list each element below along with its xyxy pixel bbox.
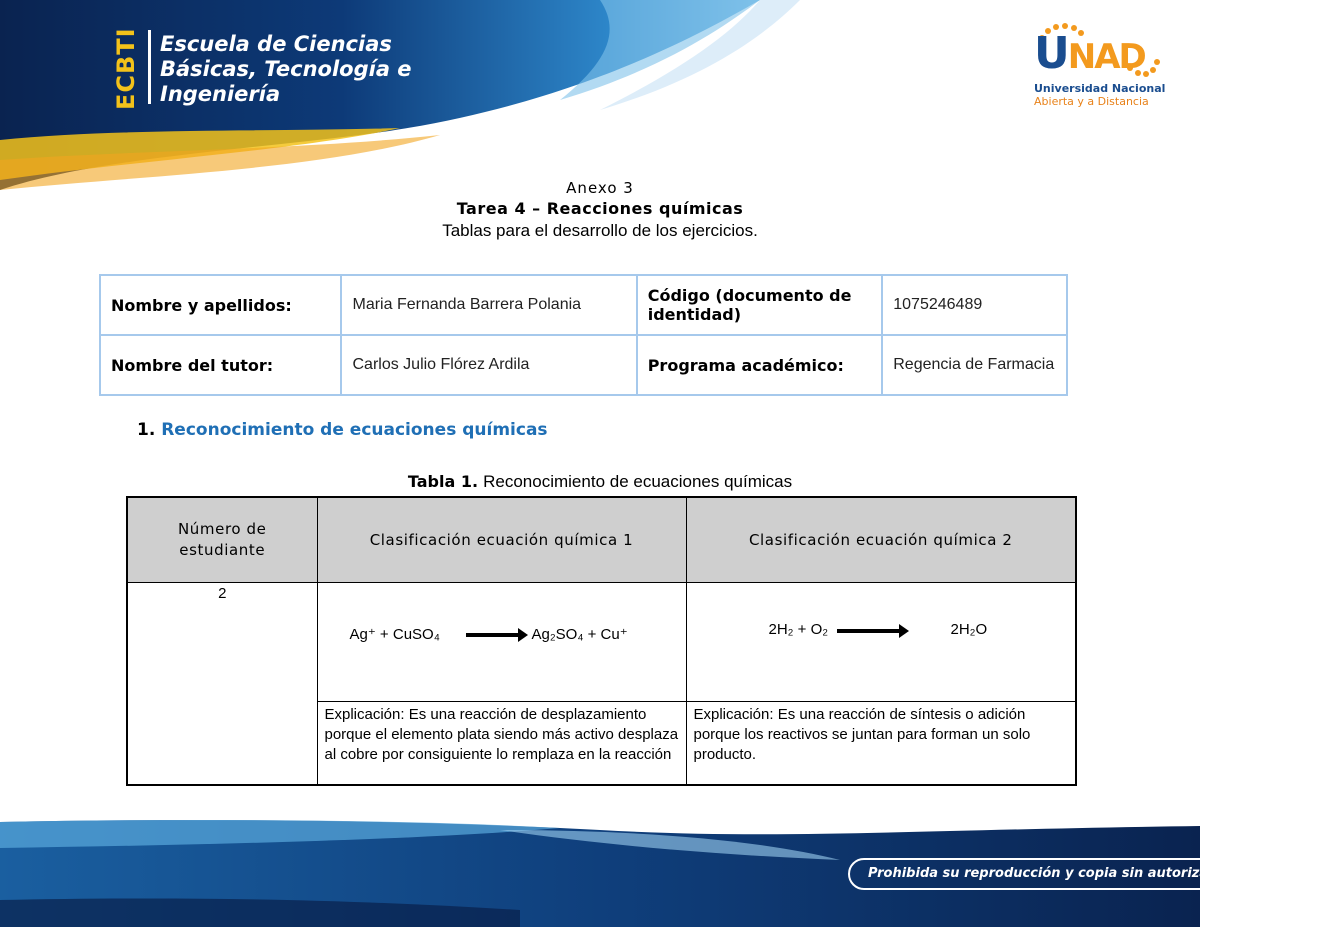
table-header-row — [127, 497, 1076, 583]
explanation-1-cell — [317, 702, 686, 786]
code-label: Código (documento de identidad) — [637, 275, 883, 335]
name-value: Maria Fernanda Barrera Polania — [341, 275, 636, 335]
explanation-2-cell — [686, 702, 1076, 786]
program-value: Regencia de Farmacia — [882, 335, 1067, 395]
unad-nad: NAD — [1067, 37, 1145, 77]
unad-wordmark — [1034, 24, 1145, 87]
unad-logo — [1034, 24, 1164, 120]
reaction-arrow-icon — [466, 633, 520, 637]
equation-1-reactants: Ag⁺ + CuSO₄ — [349, 626, 440, 643]
header-equation-2: Clasificación ecuación química 2 — [686, 497, 1076, 583]
equation-2-cell — [686, 583, 1076, 702]
tutor-label: Nombre del tutor: — [100, 335, 341, 395]
equation-2-products: 2H₂O — [950, 621, 988, 638]
copyright-notice — [848, 858, 1326, 890]
info-row-2 — [100, 335, 1067, 395]
school-name — [160, 32, 412, 107]
section-title: Reconocimiento de ecuaciones químicas — [161, 420, 548, 440]
annex-label: Anexo 3 — [566, 179, 634, 197]
equation-1-products: Ag₂SO₄ + Cu⁺ — [531, 626, 628, 643]
table-caption — [0, 472, 1200, 492]
copyright-text: Prohibida su reproducción y copia sin autorización de la UNAD — [868, 866, 1326, 881]
program-label: Programa académico: — [637, 335, 883, 395]
equation-1-cell — [317, 583, 686, 702]
table-caption-text: Reconocimiento de ecuaciones químicas — [483, 472, 793, 491]
explanation-1: Explicación: Es una reacción de desplazamiento porque el elemento plata siendo más activo desplaza al cobre por consiguiente lo remplaza en la reacción — [324, 706, 679, 763]
school-line-2: Básicas, Tecnología e — [160, 57, 412, 81]
equation-row — [127, 583, 1076, 702]
equation-2-reactants: 2H₂ + O₂ — [768, 621, 829, 638]
header-student-number: Número de estudiante — [127, 497, 317, 583]
unad-tagline-1: Universidad Nacional — [1034, 82, 1166, 95]
header-divider — [148, 30, 151, 104]
unad-u: U — [1034, 28, 1068, 79]
document-subtitle: Tablas para el desarrollo de los ejercicios. — [442, 221, 758, 240]
header-equation-1: Clasificación ecuación química 1 — [317, 497, 686, 583]
header-banner — [0, 0, 1200, 190]
explanation-2: Explicación: Es una reacción de síntesis o adición porque los reactivos se juntan para forman un solo producto. — [693, 706, 1031, 763]
table-caption-label: Tabla 1. — [407, 472, 479, 491]
unad-tagline-2: Abierta y a Distancia — [1034, 95, 1149, 108]
reaction-arrow-icon — [837, 629, 901, 633]
equations-table — [126, 496, 1077, 786]
student-info-table — [99, 274, 1068, 396]
ecbti-acronym: ECBTI — [112, 27, 140, 111]
name-label: Nombre y apellidos: — [100, 275, 341, 335]
section-heading — [137, 420, 548, 440]
document-titles — [0, 178, 1200, 242]
info-row-1 — [100, 275, 1067, 335]
code-value: 1075246489 — [882, 275, 1067, 335]
school-line-3: Ingeniería — [160, 82, 281, 106]
section-number: 1. — [137, 420, 156, 440]
school-line-1: Escuela de Ciencias — [160, 32, 392, 56]
task-title: Tarea 4 – Reacciones químicas — [456, 199, 744, 218]
student-number: 2 — [127, 583, 317, 786]
tutor-value: Carlos Julio Flórez Ardila — [341, 335, 636, 395]
